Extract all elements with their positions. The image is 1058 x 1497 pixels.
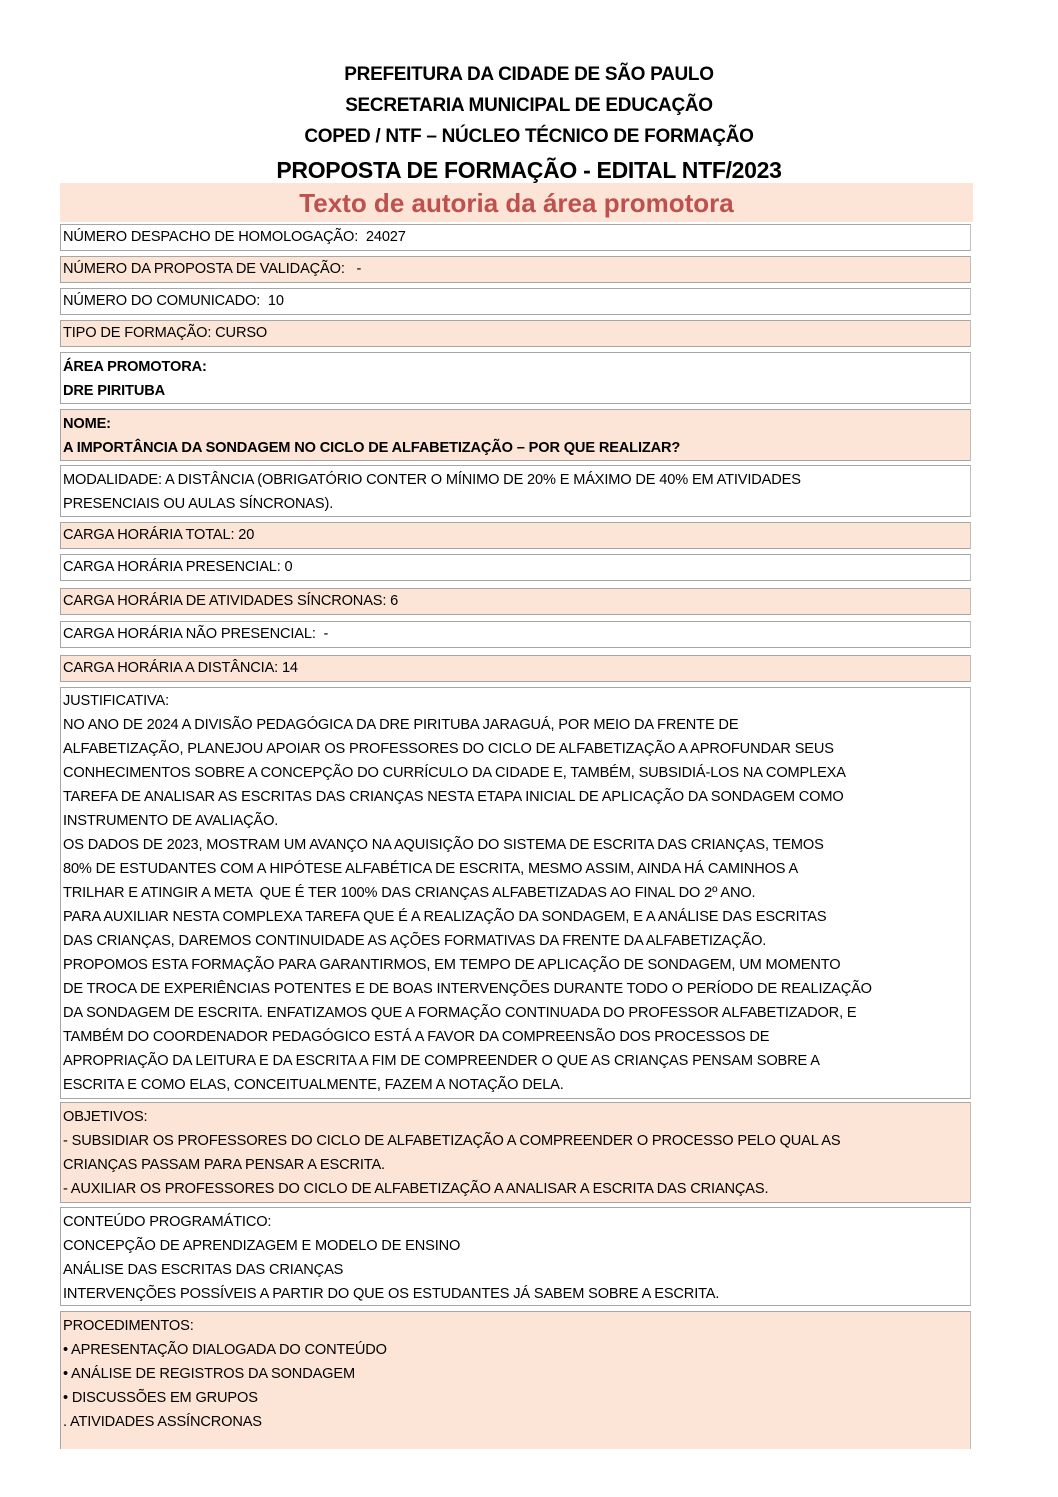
field-carga-presencial: CARGA HORÁRIA PRESENCIAL: 0 xyxy=(60,554,971,581)
area-value: DRE PIRITUBA xyxy=(63,383,165,399)
field-despacho: NÚMERO DESPACHO DE HOMOLOGAÇÃO: 24027 xyxy=(60,224,971,251)
nome-value: A IMPORTÂNCIA DA SONDAGEM NO CICLO DE ALFABETIZAÇÃO – POR QUE REALIZAR? xyxy=(63,440,681,456)
header-line-3: COPED / NTF – NÚCLEO TÉCNICO DE FORMAÇÃO xyxy=(304,126,754,147)
field-carga-nao-presencial: CARGA HORÁRIA NÃO PRESENCIAL: - xyxy=(60,621,971,648)
field-area xyxy=(60,352,971,404)
field-tipo: TIPO DE FORMAÇÃO: CURSO xyxy=(60,320,971,347)
subtitle-band xyxy=(60,183,973,222)
area-label: ÁREA PROMOTORA: xyxy=(63,359,207,375)
header-line-2: SECRETARIA MUNICIPAL DE EDUCAÇÃO xyxy=(345,95,713,116)
subtitle: Texto de autoria da área promotora xyxy=(299,188,734,218)
field-objetivos: OBJETIVOS: - SUBSIDIAR OS PROFESSORES DO CICLO DE ALFABETIZAÇÃO A COMPREENDER O PROCESSO PELO QUAL AS CRIANÇAS PASSAM PARA PENSAR A ESCRITA. - AUXILIAR OS PROFESSORES DO CICLO DE ALFABETIZAÇÃO A ANALISAR A ESCRITA DAS CRIANÇAS. xyxy=(60,1102,971,1203)
document-title: PROPOSTA DE FORMAÇÃO - EDITAL NTF/2023 xyxy=(276,157,782,183)
field-carga-distancia: CARGA HORÁRIA A DISTÂNCIA: 14 xyxy=(60,655,971,682)
field-justificativa: JUSTIFICATIVA: NO ANO DE 2024 A DIVISÃO PEDAGÓGICA DA DRE PIRITUBA JARAGUÁ, POR MEIO DA FRENTE DE ALFABETIZAÇÃO, PLANEJOU APOIAR OS PROFESSORES DO CICLO DE ALFABETIZAÇÃO A APROFUNDAR SEUS CONHECIMENTOS SOBRE A CONCEPÇÃO DO CURRÍCULO DA CIDADE E, TAMBÉM, SUBSIDIÁ-LOS NA COMPLEXA TAREFA DE ANALISAR AS ESCRITAS DAS CRIANÇAS NESTA ETAPA INICIAL DE APLICAÇÃO DA SONDAGEM COMO INSTRUMENTO DE AVALIAÇÃO. OS DADOS DE 2023, MOSTRAM UM AVANÇO NA AQUISIÇÃO DO SISTEMA DE ESCRITA DAS CRIANÇAS, TEMOS 80% DE ESTUDANTES COM A HIPÓTESE ALFABÉTICA DE ESCRITA, MESMO ASSIM, AINDA HÁ CAMINHOS A TRILHAR E ATINGIR A META QUE É TER 100% DAS CRIANÇAS ALFABETIZADAS AO FINAL DO 2º ANO. PARA AUXILIAR NESTA COMPLEXA TAREFA QUE É A REALIZAÇÃO DA SONDAGEM, E A ANÁLISE DAS ESCRITAS DAS CRIANÇAS, DAREMOS CONTINUIDADE AS AÇÕES FORMATIVAS DA FRENTE DA ALFABETIZAÇÃO. PROPOMOS ESTA FORMAÇÃO PARA GARANTIRMOS, EM TEMPO DE APLICAÇÃO DE SONDAGEM, UM MOMENTO DE TROCA DE EXPERIÊNCIAS POTENTES E DE BOAS INTERVENÇÕES DURANTE TODO O PERÍODO DE REALIZAÇÃO DA SONDAGEM DE ESCRITA. ENFATIZAMOS QUE A FORMAÇÃO CONTINUADA DO PROFESSOR ALFABETIZADOR, E TAMBÉM DO COORDENADOR PEDAGÓGICO ESTÁ A FAVOR DA COMPREENSÃO DOS PROCESSOS DE APROPRIAÇÃO DA LEITURA E DA ESCRITA A FIM DE COMPREENDER O QUE AS CRIANÇAS PENSAM SOBRE A ESCRITA E COMO ELAS, CONCEITUALMENTE, FAZEM A NOTAÇÃO DELA. xyxy=(60,687,971,1099)
field-comunicado: NÚMERO DO COMUNICADO: 10 xyxy=(60,288,971,315)
field-carga-sincronas: CARGA HORÁRIA DE ATIVIDADES SÍNCRONAS: 6 xyxy=(60,588,971,615)
field-modalidade: MODALIDADE: A DISTÂNCIA (OBRIGATÓRIO CONTER O MÍNIMO DE 20% E MÁXIMO DE 40% EM ATIVIDADES PRESENCIAIS OU AULAS SÍNCRONAS). xyxy=(60,465,971,517)
field-conteudo: CONTEÚDO PROGRAMÁTICO: CONCEPÇÃO DE APRENDIZAGEM E MODELO DE ENSINO ANÁLISE DAS ESCRITAS DAS CRIANÇAS INTERVENÇÕES POSSÍVEIS A PARTIR DO QUE OS ESTUDANTES JÁ SABEM SOBRE A ESCRITA. xyxy=(60,1207,971,1306)
nome-label: NOME: xyxy=(63,416,111,432)
header-line-1: PREFEITURA DA CIDADE DE SÃO PAULO xyxy=(344,64,714,85)
field-procedimentos: PROCEDIMENTOS: • APRESENTAÇÃO DIALOGADA DO CONTEÚDO • ANÁLISE DE REGISTROS DA SONDAGEM • DISCUSSÕES EM GRUPOS . ATIVIDADES ASSÍNCRONAS xyxy=(60,1311,971,1449)
field-carga-total: CARGA HORÁRIA TOTAL: 20 xyxy=(60,522,971,549)
field-nome xyxy=(60,409,971,461)
field-proposta: NÚMERO DA PROPOSTA DE VALIDAÇÃO: - xyxy=(60,256,971,283)
